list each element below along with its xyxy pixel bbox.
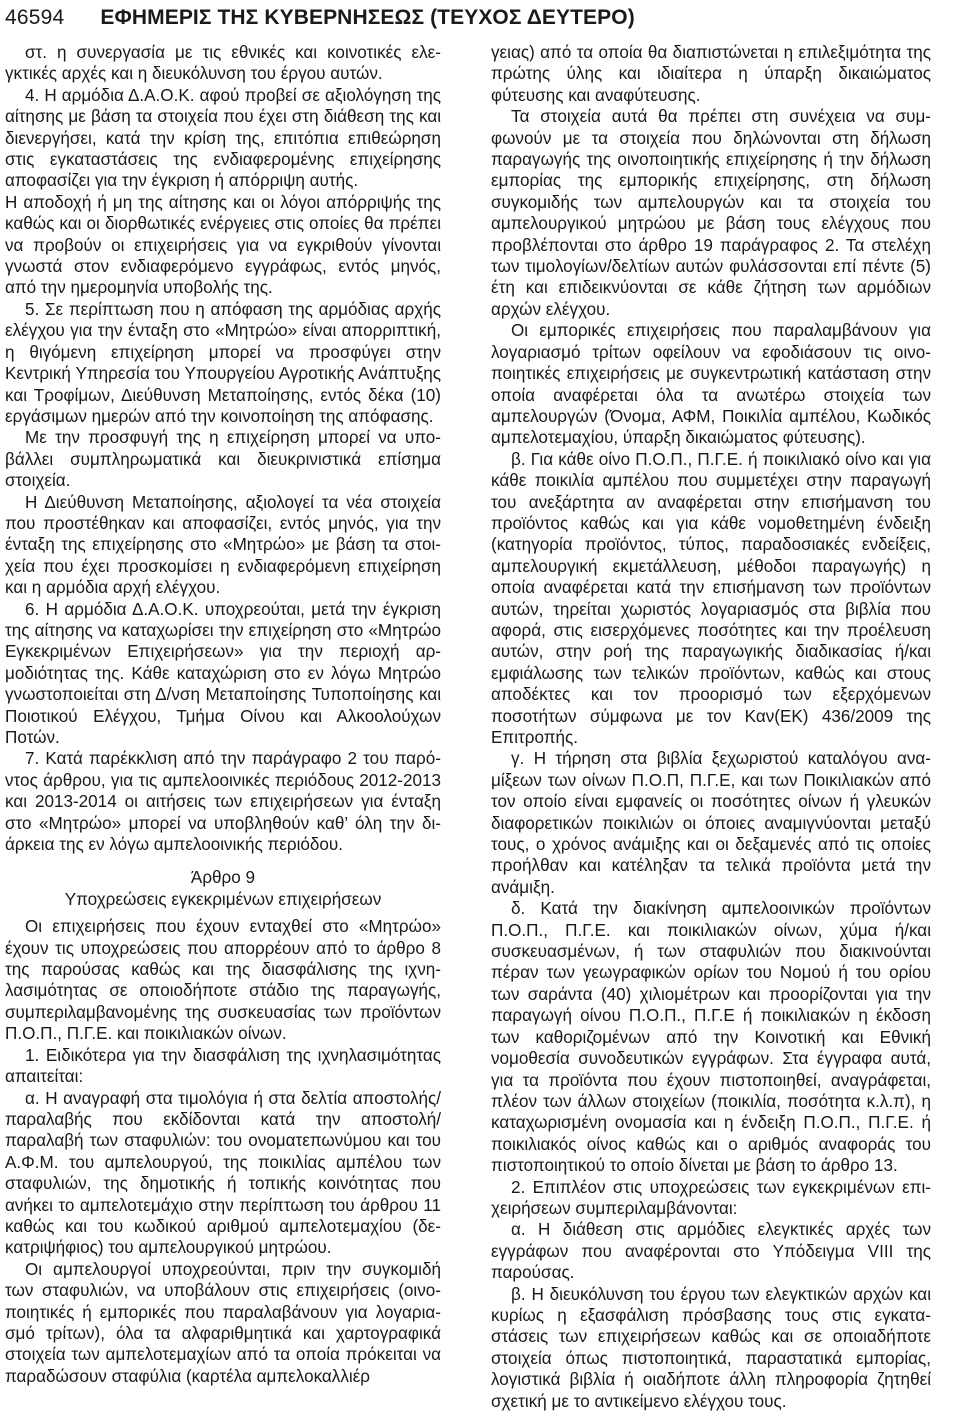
paragraph: γειας) από τα οποία θα διαπιστώνεται η επιλεξιμότητα της πρώτης ύλης και ιδιαίτερα η ύπαρξη δικαιώματος φύτευσης και αναφύτευσης. (491, 43, 931, 105)
paragraph: 2. Επιπλέον στις υποχρεώσεις των εγκεκριμένων επιχειρήσεων συμπεριλαμβάνονται: (491, 1177, 931, 1218)
paragraph: 4. Η αρμόδια Δ.Α.Ο.Κ. αφού προβεί σε αξιολόγηση της αίτησης με βάση τα στοιχεία που έχει στη διάθεση της και διενεργήσει, κατά την κρίση της, επιτόπια επιθεώρηση στις εγκαταστάσεις της ενδιαφερομένης επιχείρησης αποφασίζει για την έγκριση ή απόρριψη αυτής. (5, 85, 441, 191)
page-header (5, 6, 955, 36)
page-number: 46594 (5, 6, 65, 29)
paragraph: Με την προσφυγή της η επιχείρηση μπορεί να υποβάλλει συμπληρωματικά και διευκρινιστικά επίσημα στοιχεία. (5, 428, 441, 491)
paragraph: β. Η διευκόλυνση του έργου των ελεγκτικών αρχών και κυρίως η εξασφάλιση πρόσβασης τους στις εγκαταστάσεις των επιχειρήσεων καθώς και σε οποιαδήποτε στοιχεία όπως πιστοποιητικά, παραστατικά εμπορίας, λογιστικά βιβλία ή οιαδήποτε άλλη πληροφορία ζητηθεί σχετική με το αντικείμενο ελέγχου τους. (491, 1284, 931, 1411)
paragraph: α. Η αναγραφή στα τιμολόγια ή στα δελτία αποστολής/παραλαβής που εκδίδονται κατά την αποστολή/ παραλαβή των σταφυλιών: του ονοματεπωνύμου και του Α.Φ.Μ. του αμπελουργού, της ποικιλίας αμπέλου των σταφυλιών, της δημοτικής ή τοπικής κοινότητας που ανήκει το αμπελοτεμάχιο στην περίπτωση του άρθρου 11 καθώς και του κωδικού αριθμού αμπελοτεμαχίου (δεκατριψήφιος) του αμπελουργικού μητρώου. (5, 1088, 441, 1258)
paragraph: β. Για κάθε οίνο Π.Ο.Π., Π.Γ.Ε. ή ποικιλιακό οίνο και για κάθε ποικιλία αμπέλου που συμμετέχει στην παραγωγή του ανεξάρτητα αν αναφέρεται στην επισήμανση του προϊόντος καθώς και για κάθε νομοθετημένη ένδειξη (κατηγορία προϊόντος, τύπος, παραδοσιακές ενδείξεις, αμπελουργική εκμετάλλευση, μέθοδοι παραγωγής) η οποία αναφέρεται κατά την επισήμανση των προϊόντων αυτών, τηρείται χωριστός λογαριασμός στα βιβλία που αφορά, στις εισερχόμενες ποσότητες και την προέλευση αυτών, στην ροή της παραγωγικής διαδικασίας ή/και εμφιάλωσης των τελικών προϊόντων, καθώς και στους αποδέκτες και τον προορισμό των εξερχόμενων ποσοτήτων σύμφωνα με τον Καν(ΕΚ) 436/2009 της Επιτροπής. (491, 449, 931, 747)
paragraph: Οι επιχειρήσεις που έχουν ενταχθεί στο «Μητρώο» έχουν τις υποχρεώσεις που απορρέουν από το άρθρο 8 της παρούσας καθώς και της διασφάλισης της ιχνηλασιμότητας σε οποιοδήποτε στάδιο της παραγωγής, συμπεριλαμβανομένης της συσκευασίας των προϊόντων Π.Ο.Π., Π.Γ.Ε. και ποικιλιακών οίνων. (5, 917, 441, 1044)
paragraph: 6. Η αρμόδια Δ.Α.Ο.Κ. υποχρεούται, μετά την έγκριση της αίτησης να καταχωρίσει την επιχείρηση στο «Μητρώο Εγκεκριμένων Επιχειρήσεων» για την περιοχή αρμοδιότητας της. Κάθε καταχώριση στο εν λόγω Μητρώο γνωστοποιείται στη Δ/νση Μεταποίησης Τυποποίησης και Ποιοτικού Ελέγχου, Τμήμα Οίνου και Αλκοολούχων Ποτών. (5, 599, 441, 747)
paragraph: Οι εμπορικές επιχειρήσεις που παραλαμβάνουν για λογαριασμό τρίτων οφείλουν να εφοδιάσουν τις οινοποιητικές επιχειρήσεις με συγκεντρωτική κατάσταση στην οποία αναφέρεται όλα τα ανωτέρω στοιχεία των αμπελουργών (Όνομα, ΑΦΜ, Ποικιλία αμπέλου, Κωδικός αμπελοτεμαχίου, ύπαρξη δικαιώματος φύτευσης). (491, 321, 931, 448)
left-column (5, 42, 441, 1387)
article-subtitle: Υποχρεώσεις εγκεκριμένων επιχειρήσεων (64, 889, 382, 909)
paragraph: Η Διεύθυνση Μεταποίησης, αξιολογεί τα νέα στοιχεία που προστέθηκαν και αποφασίζει, εντός μηνός, για την ένταξη της επιχείρησης στο «Μητρώο» με βάση τα στοιχεία που έχει προσκομίσει η ενδιαφερόμενη επιχείρηση και η αρμόδια αρχή ελέγχου. (5, 492, 441, 598)
gazette-title: ΕΦΗΜΕΡΙΣ ΤΗΣ ΚΥΒΕΡΝΗΣΕΩΣ (ΤΕΥΧΟΣ ΔΕΥΤΕΡΟ) (100, 6, 635, 29)
paragraph: 1. Ειδικότερα για την διασφάλιση της ιχνηλασιμότητας απαιτείται: (5, 1045, 441, 1087)
right-column (491, 42, 931, 1412)
paragraph: στ. η συνεργασία με τις εθνικές και κοινοτικές ελεγκτικές αρχές και η διευκόλυνση του έργου αυτών. (5, 43, 441, 84)
paragraph: Τα στοιχεία αυτά θα πρέπει στη συνέχεια να συμφωνούν με τα στοιχεία που δηλώνονται στη δήλωση παραγωγής της οινοποιητικής επιχείρησης ή την δήλωση εμπορίας της εμπορικής επιχείρησης, στη δήλωση συγκομιδής των αμπελουργών και τα στοιχεία του αμπελουργικού μητρώου με βάση τους ελέγχους που προβλέπονται στο άρθρο 19 παράγραφος 2. Τα στελέχη των τιμολογίων/δελτίων αυτών φυλάσσονται επί πέντε (5) έτη και επιδεικνύονται σε κάθε ζήτηση των αρμόδιων αρχών ελέγχου. (491, 107, 931, 319)
paragraph: Η αποδοχή ή μη της αίτησης και οι λόγοι απόρριψής της καθώς και οι διορθωτικές ενέργειες στις οποίες θα πρέπει να προβούν οι επιχειρήσεις για να εγκριθούν γίνονται γνωστά στον ενδιαφερόμενο εγγράφως, εντός μηνός, από την ημερομηνία υποβολής της. (5, 192, 441, 298)
paragraph: α. Η διάθεση στις αρμόδιες ελεγκτικές αρχές των εγγράφων που αναφέρονται στο Υπόδειγμα VIII της παρούσας. (491, 1220, 931, 1283)
article-heading: Άρθρο 9 (190, 868, 256, 888)
paragraph: 7. Κατά παρέκκλιση από την παράγραφο 2 του παρόντος άρθρου, για τις αμπελοοινικές περιόδους 2012-2013 και 2013-2014 οι αιτήσεις των επιχειρήσεων για ένταξη στο «Μητρώο» μπορεί να υποβληθούν καθ’ όλη την διάρκεια της εν λόγω αμπελοοινικής περιόδου. (5, 749, 441, 855)
paragraph: 5. Σε περίπτωση που η απόφαση της αρμόδιας αρχής ελέγχου για την ένταξη στο «Μητρώο» είναι απορριπτική, η θιγόμενη επιχείρηση μπορεί να προσφύγει στην Κεντρική Υπηρεσία του Υπουργείου Αγροτικής Ανάπτυξης και Τροφίμων, Διεύθυνση Μεταποίησης, εντός δέκα (10) εργάσιμων ημερών από την κοινοποίηση της απόφασης. (5, 299, 441, 426)
paragraph: Οι αμπελουργοί υποχρεούνται, πριν την συγκομιδή των σταφυλιών, να υποβάλουν στις επιχειρήσεις (οινοποιητικές ή εμπορικές που παραλαβάνουν για λογαριασμό τρίτων), όλα τα αλφαριθμητικά και χαρτογραφικά στοιχεία των αμπελοτεμαχίων από τα οποία πρόκειται να παραδώσουν σταφύλια (καρτέλα αμπελοκαλλιέρ (5, 1259, 441, 1386)
paragraph: δ. Κατά την διακίνηση αμπελοοινικών προϊόντων Π.Ο.Π., Π.Γ.Ε. και ποικιλιακών οίνων, χύμα ή/και συσκευασμένων, ή των σταφυλιών που διακινούνται πέραν των γεωγραφικών ορίων του Νομού ή του ορίου των σαράντα (40) χιλιομέτρων και προορίζονται για την παραγωγή οίνου Π.Ο.Π., Π.Γ.Ε ή ποικιλιακών η έκδοση των καθοριζομένων από την Κοινοτική και Εθνική νομοθεσία συνοδευτικών εγγράφων. Στα έγγραφα αυτά, για τα προϊόντα που έχουν πιστοποιηθεί, αναγράφεται, πλέον των άλλων στοιχείων (ποικιλία, ποσότητα κ.λ.π), η καταχωρισμένη ονομασία και η ένδειξη Π.Ο.Π., Π.Γ.Ε. ή ποικιλιακός οίνος καθώς και ο αριθμός αναφοράς του πιστοποιητικού το οποίο δίνεται με βάση το άρθρο 13. (491, 899, 931, 1176)
paragraph: γ. Η τήρηση στα βιβλία ξεχωριστού καταλόγου αναμίξεων των οίνων Π.Ο.Π, Π.Γ.Ε, και των Ποικιλιακών από τον οποίο είναι εμφανείς οι ποσότητες οίνων ή γλευκών διαφορετικών ποικιλιών οι όποιες αναμιγνύονται μεταξύ τους, ο χρόνος ανάμιξης και οι δεξαμενές από τις οποίες προήλθαν και κατέληξαν τα τελικά προϊόντα μετά την ανάμιξη. (491, 749, 931, 897)
